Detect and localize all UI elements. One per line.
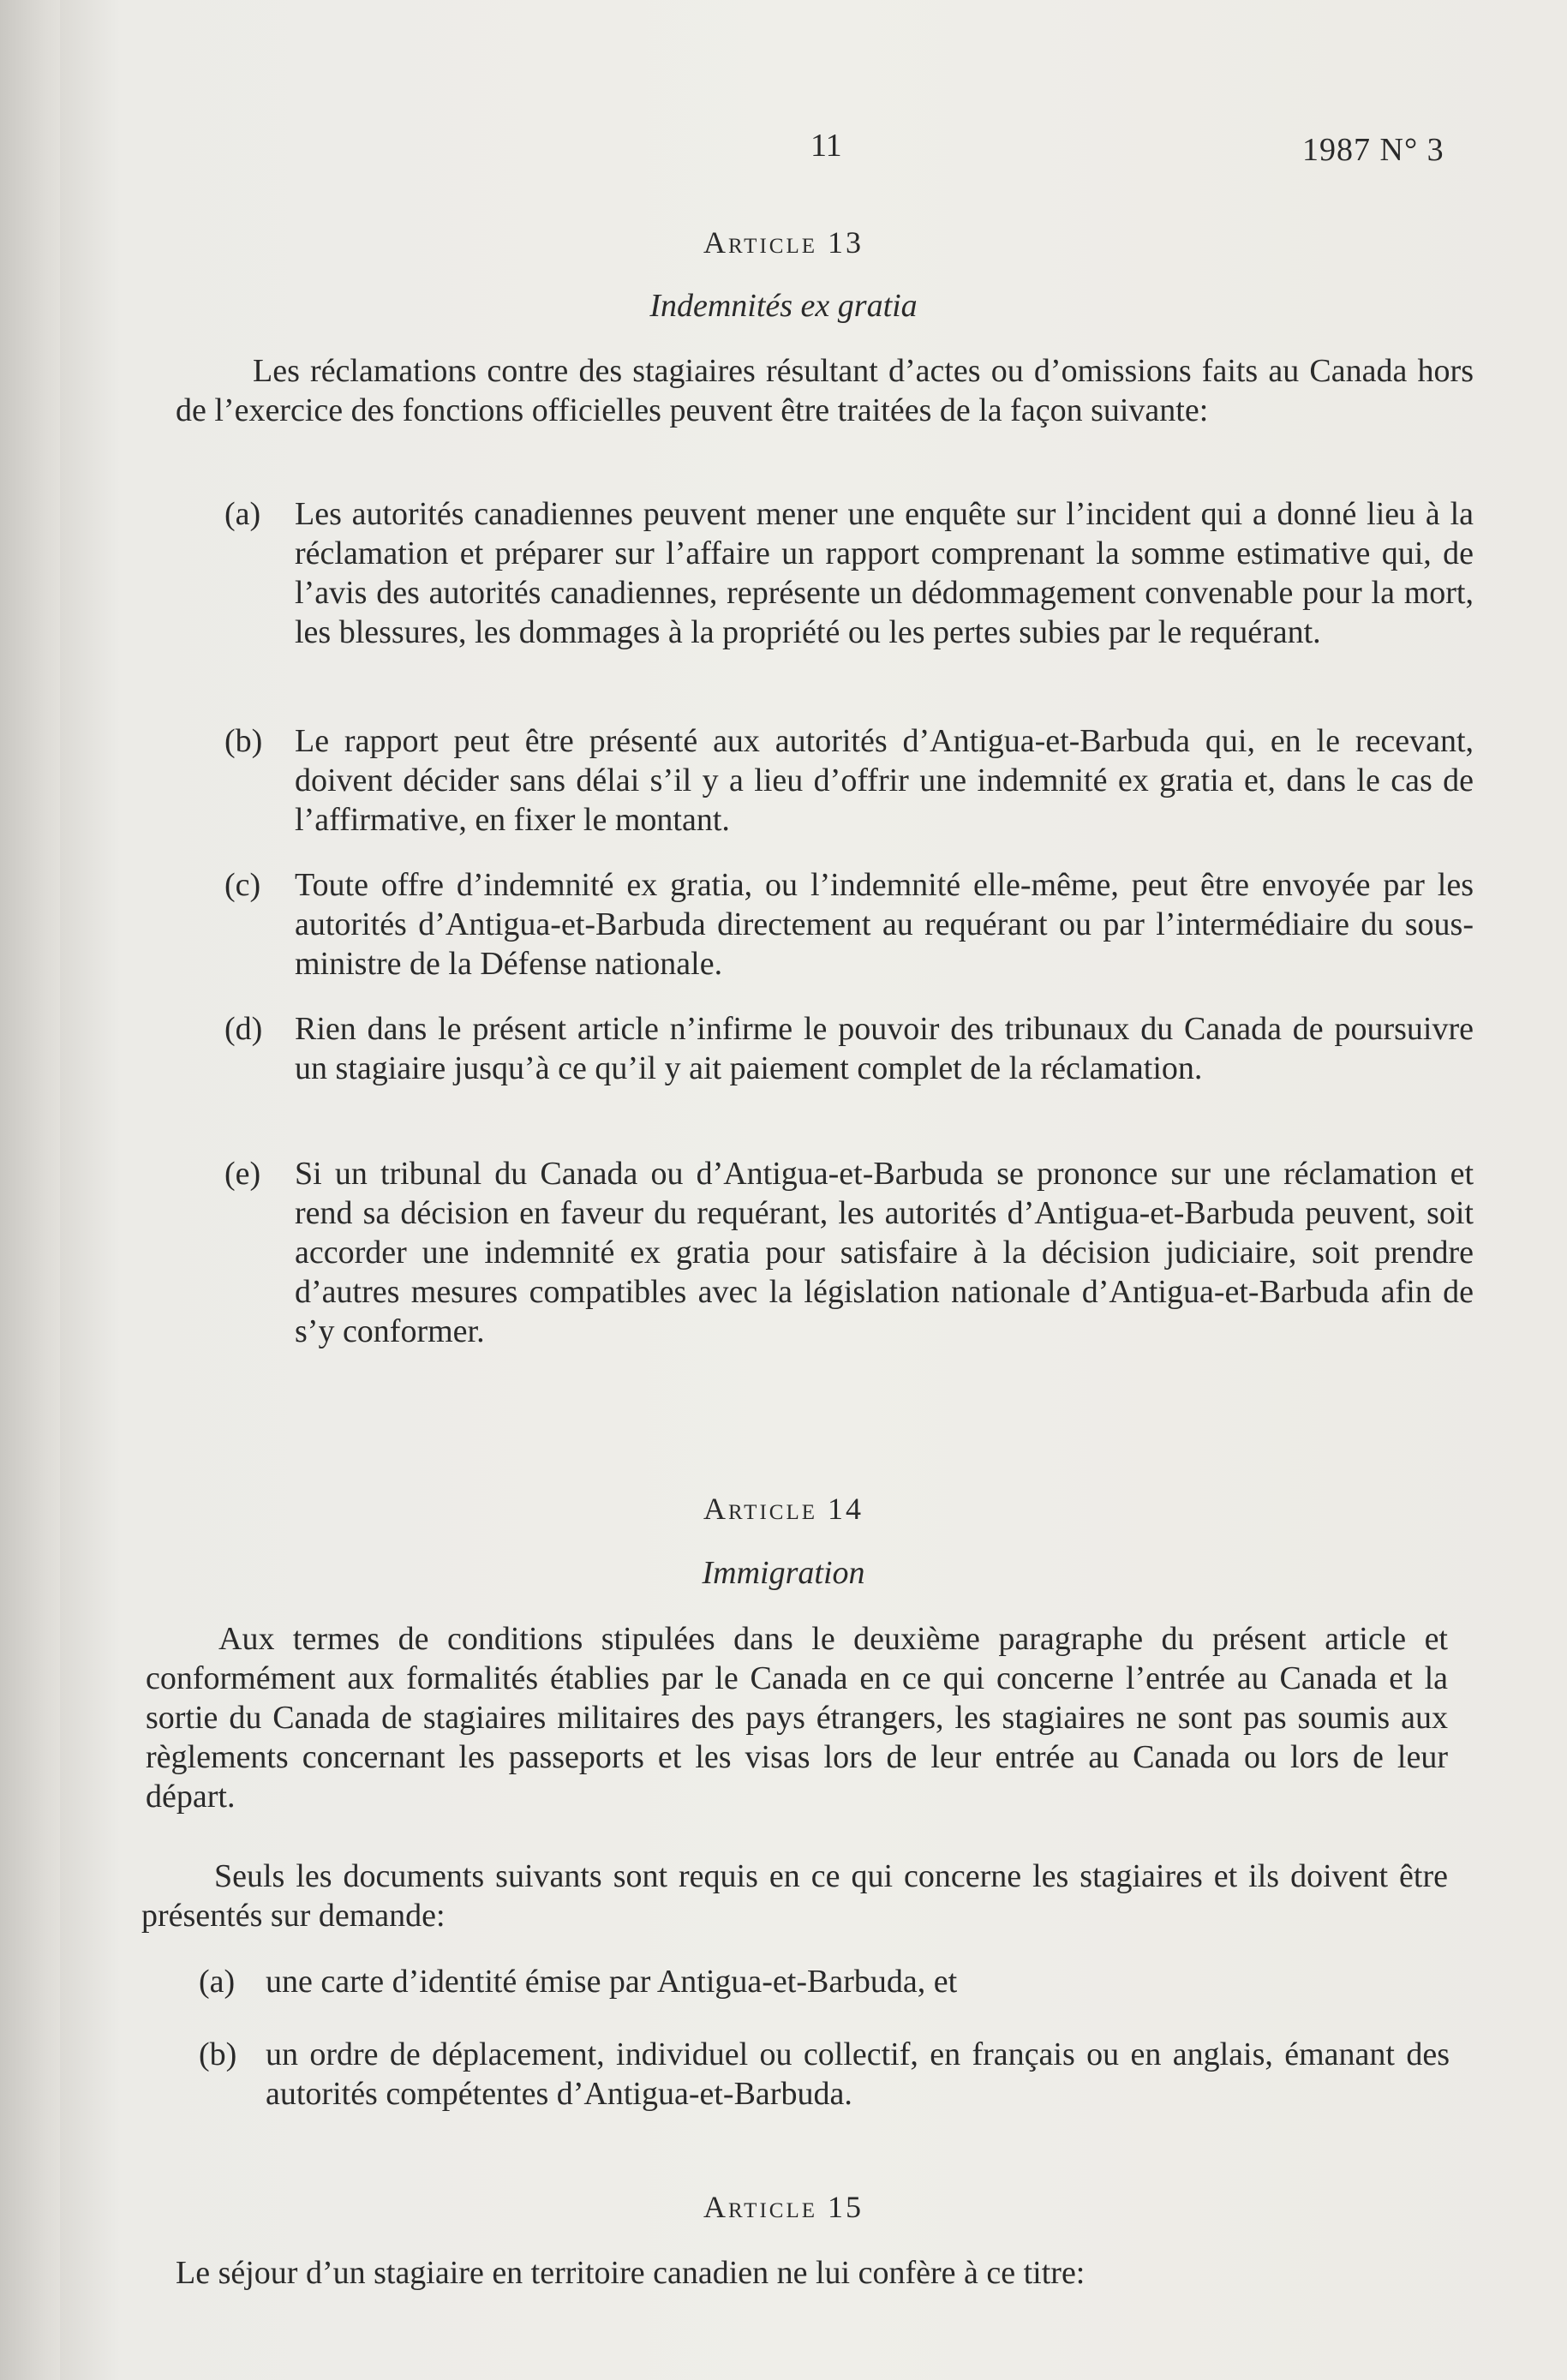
item-text: Rien dans le présent article n’infirme le pouvoir des tribunaux du Canada de poursuivre un stagiaire jusqu’à ce qu’il y ait paiement complet de la réclamation. <box>295 1011 1474 1086</box>
item-text: une carte d’identité émise par Antigua-et-Barbuda, et <box>266 1964 958 2000</box>
item-text: Les autorités canadiennes peuvent mener une enquête sur l’incident qui a donné lieu à la réclamation et préparer sur l’affaire un rapport comprenant la somme estimative qui, de l’avis des autorités canadiennes, représente un dédommagement convenable pour la mort, les blessures, les dommages à la propriété ou les pertes subies par le requérant. <box>295 496 1474 650</box>
page-number: 11 <box>810 128 842 164</box>
item-text: Le rapport peut être présenté aux autorités d’Antigua-et-Barbuda qui, en le recevant, doivent décider sans délai s’il y a lieu d’offrir une indemnité ex gratia et, dans le cas de l’affirmative, en fixer le montant. <box>295 723 1474 838</box>
item-label: (a) <box>224 496 261 532</box>
issue-label: 1987 N° 3 <box>1302 132 1444 168</box>
item-label: (b) <box>224 723 263 759</box>
item-text: Toute offre d’indemnité ex gratia, ou l’indemnité elle-même, peut être envoyée par les autorités d’Antigua-et-Barbuda directement au requérant ou par l’intermédiaire du sous-ministre de la Défense nationale. <box>295 867 1474 982</box>
item-label: (a) <box>199 1964 236 2000</box>
item-text: Si un tribunal du Canada ou d’Antigua-et-Barbuda se prononce sur une réclamation et rend sa décision en faveur du requérant, les autorités d’Antigua-et-Barbuda peuvent, soit accorder une indemnité ex gratia pour satisfaire à la décision judiciaire, soit prendre d’autres mesures compatibles avec la législation nationale d’Antigua-et-Barbuda afin de s’y conformer. <box>295 1156 1474 1349</box>
article-14-paragraph-2: Seuls les documents suivants sont requis en ce qui concerne les stagiaires et ils doivent être présentés sur demande: <box>141 1858 1448 1934</box>
item-text: un ordre de déplacement, individuel ou collectif, en français ou en anglais, émanant des autorités compétentes d’Antigua-et-Barbuda. <box>266 2036 1450 2112</box>
item-label: (d) <box>224 1011 263 1047</box>
item-label: (c) <box>224 867 261 903</box>
article-15-title: Article 15 <box>703 2190 864 2224</box>
article-15-intro: Le séjour d’un stagiaire en territoire canadien ne lui confère à ce titre: <box>176 2255 1086 2291</box>
article-13-subtitle: Indemnités ex gratia <box>649 288 918 324</box>
article-13-intro: Les réclamations contre des stagiaires résultant d’actes ou d’omissions faits au Canada hors de l’exercice des fonctions officielles peuvent être traitées de la façon suivante: <box>176 353 1474 428</box>
article-14-paragraph-1: Aux termes de conditions stipulées dans le deuxième paragraphe du présent article et conformément aux formalités établies par le Canada en ce qui concerne l’entrée au Canada et la sortie du Canada de stagiaires militaires des pays étrangers, les stagiaires ne sont pas soumis aux règlements concernant les passeports et les visas lors de leur entrée au Canada ou lors de leur départ. <box>146 1621 1448 1815</box>
article-14-subtitle: Immigration <box>702 1555 865 1591</box>
article-13-title: Article 13 <box>703 225 864 260</box>
item-label: (b) <box>199 2036 237 2072</box>
item-label: (e) <box>224 1156 261 1192</box>
article-14-title: Article 14 <box>703 1492 864 1526</box>
